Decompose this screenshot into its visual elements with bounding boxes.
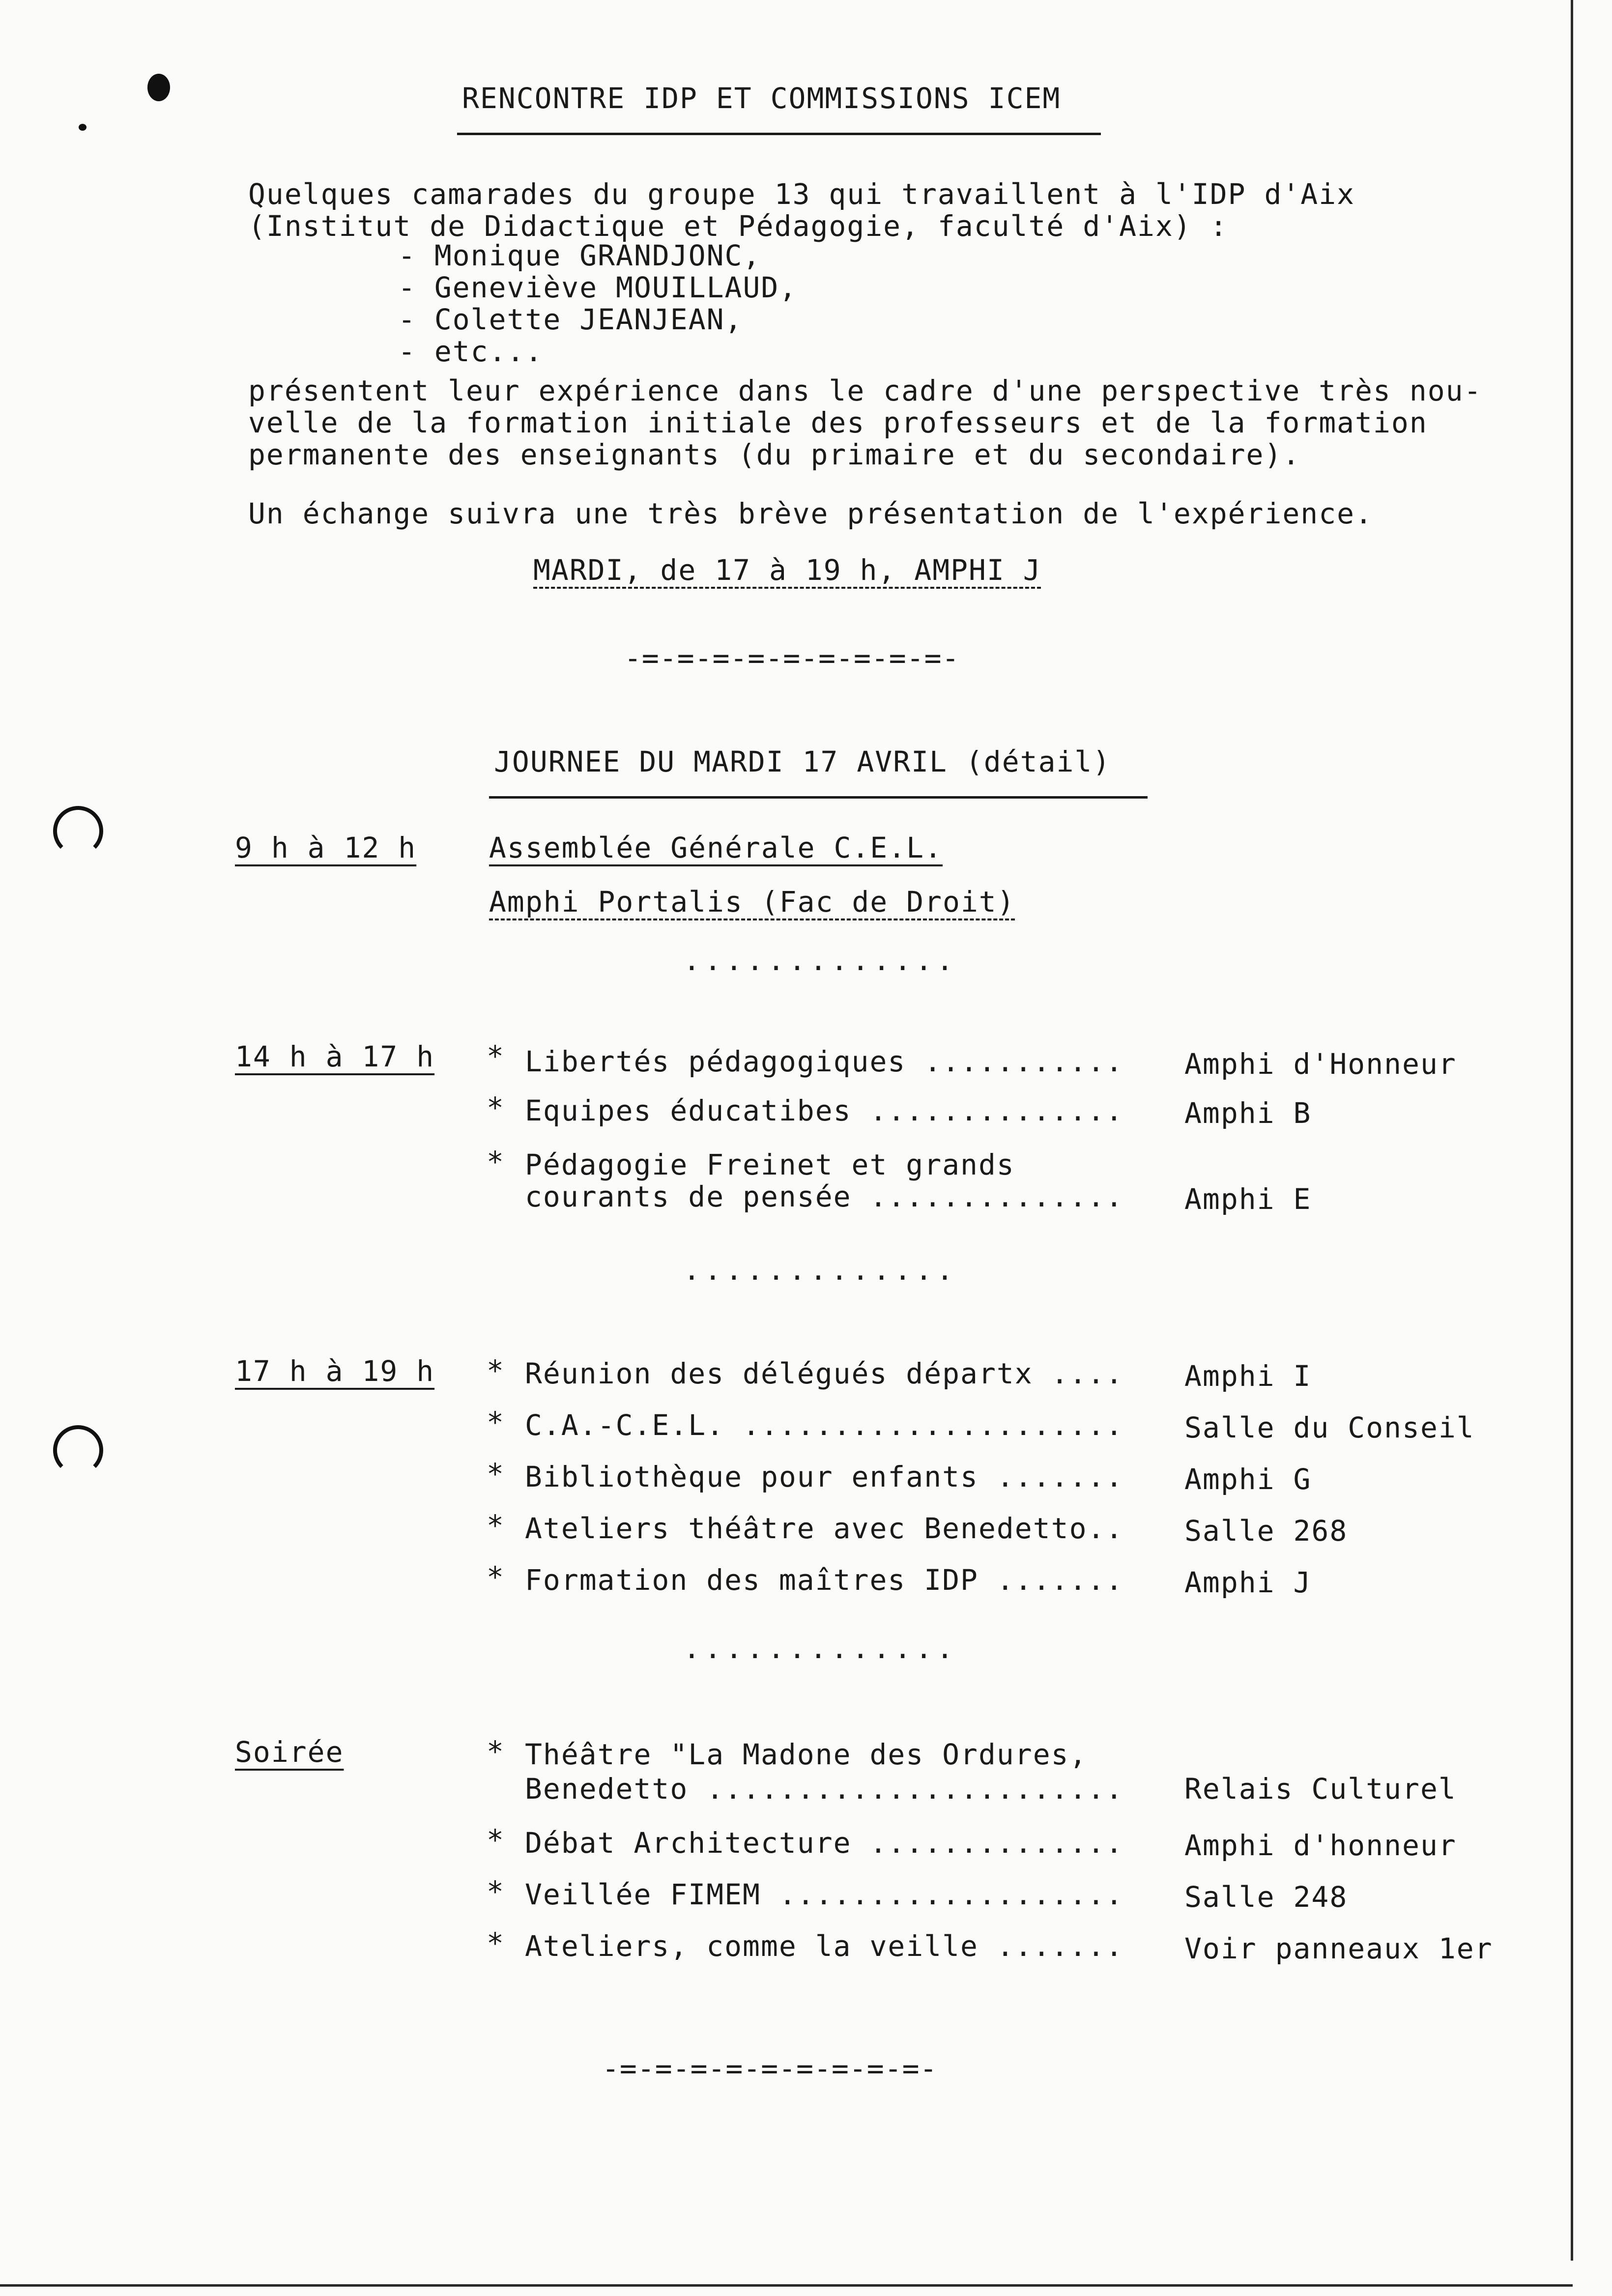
- body-line: présentent leur expérience dans le cadre d'une perspective très nou-: [248, 374, 1482, 407]
- item-label: Débat Architecture ..............: [525, 1826, 1124, 1860]
- day-title: JOURNEE DU MARDI 17 AVRIL (détail): [494, 745, 1111, 778]
- session-place: Amphi Portalis (Fac de Droit): [489, 885, 1015, 918]
- dots-separator: .............: [683, 1253, 957, 1287]
- body-line: permanente des enseignants (du primaire et du secondaire).: [248, 438, 1301, 471]
- item-label: Equipes éducatibes ..............: [525, 1094, 1124, 1127]
- bullet: *: [487, 1039, 504, 1073]
- bullet: *: [487, 1875, 504, 1908]
- bullet: *: [487, 1560, 504, 1594]
- ink-speck: [79, 124, 86, 131]
- dots-separator: .............: [683, 944, 957, 977]
- bullet: *: [487, 1457, 504, 1491]
- body-line: velle de la formation initiale des professeurs et de la formation: [248, 406, 1428, 439]
- person-item: - etc...: [398, 335, 544, 368]
- page-title: RENCONTRE IDP ET COMMISSIONS ICEM: [462, 82, 1061, 115]
- title-underline: [457, 133, 1101, 135]
- page-edge-right: [1571, 0, 1573, 2261]
- item-label: C.A.-C.E.L. .....................: [525, 1408, 1124, 1442]
- person-item: - Monique GRANDJONC,: [398, 239, 761, 272]
- item-room: Salle 268: [1184, 1514, 1348, 1548]
- item-room: Amphi d'honneur: [1184, 1829, 1457, 1862]
- item-room: Amphi I: [1184, 1359, 1312, 1393]
- meeting-time: MARDI, de 17 à 19 h, AMPHI J: [533, 553, 1041, 587]
- item-label: Pédagogie Freinet et grands: [525, 1148, 1015, 1181]
- bullet: *: [487, 1091, 504, 1124]
- item-room: Amphi d'Honneur: [1184, 1047, 1457, 1081]
- person-item: - Geneviève MOUILLAUD,: [398, 271, 798, 304]
- item-label: Bibliothèque pour enfants .......: [525, 1460, 1124, 1493]
- bullet: *: [487, 1926, 504, 1960]
- bullet: *: [487, 1406, 504, 1439]
- item-label: Ateliers théâtre avec Benedetto..: [525, 1512, 1124, 1545]
- item-label: Réunion des délégués départx ....: [525, 1357, 1124, 1390]
- session-time: 14 h à 17 h: [235, 1040, 435, 1073]
- item-room: Salle 248: [1184, 1880, 1348, 1914]
- item-label: Libertés pédagogiques ...........: [525, 1045, 1124, 1078]
- item-room: Relais Culturel: [1184, 1772, 1457, 1806]
- intro-line: (Institut de Didactique et Pédagogie, faculté d'Aix) :: [248, 209, 1228, 243]
- item-room: Amphi G: [1184, 1463, 1312, 1496]
- separator: -=-=-=-=-=-=-=-=-=-: [624, 641, 960, 675]
- intro-line: Quelques camarades du groupe 13 qui travaillent à l'IDP d'Aix: [248, 177, 1355, 211]
- bullet: *: [487, 1509, 504, 1542]
- day-title-underline: [489, 796, 1148, 799]
- item-label: Formation des maîtres IDP .......: [525, 1563, 1124, 1597]
- separator: -=-=-=-=-=-=-=-=-=-: [602, 2052, 938, 2085]
- session-time: 17 h à 19 h: [235, 1354, 435, 1388]
- person-item: - Colette JEANJEAN,: [398, 303, 743, 336]
- session-title: Assemblée Générale C.E.L.: [489, 831, 943, 864]
- item-room: Salle du Conseil: [1184, 1411, 1475, 1444]
- item-room: Amphi B: [1184, 1096, 1312, 1130]
- bullet: *: [487, 1354, 504, 1387]
- bullet: *: [487, 1145, 504, 1178]
- bullet: *: [487, 1823, 504, 1857]
- punch-hole-bottom: [53, 1425, 103, 1475]
- item-room: Voir panneaux 1er: [1184, 1932, 1493, 1965]
- item-label: Veillée FIMEM ...................: [525, 1878, 1124, 1911]
- item-label-cont: Benedetto .......................: [525, 1772, 1124, 1806]
- exchange-line: Un échange suivra une très brève présentation de l'expérience.: [248, 497, 1373, 530]
- ink-blot: [147, 74, 170, 101]
- dots-separator: .............: [683, 1632, 957, 1665]
- bullet: *: [487, 1735, 504, 1768]
- item-label: Théâtre "La Madone des Ordures,: [525, 1738, 1088, 1771]
- item-room: Amphi E: [1184, 1182, 1312, 1216]
- session-time: 9 h à 12 h: [235, 831, 417, 864]
- item-room: Amphi J: [1184, 1566, 1312, 1599]
- page-edge-bottom: [0, 2284, 1573, 2287]
- item-label: Ateliers, comme la veille .......: [525, 1929, 1124, 1963]
- item-label-cont: courants de pensée ..............: [525, 1180, 1124, 1213]
- punch-hole-top: [53, 806, 103, 856]
- session-time: Soirée: [235, 1735, 344, 1769]
